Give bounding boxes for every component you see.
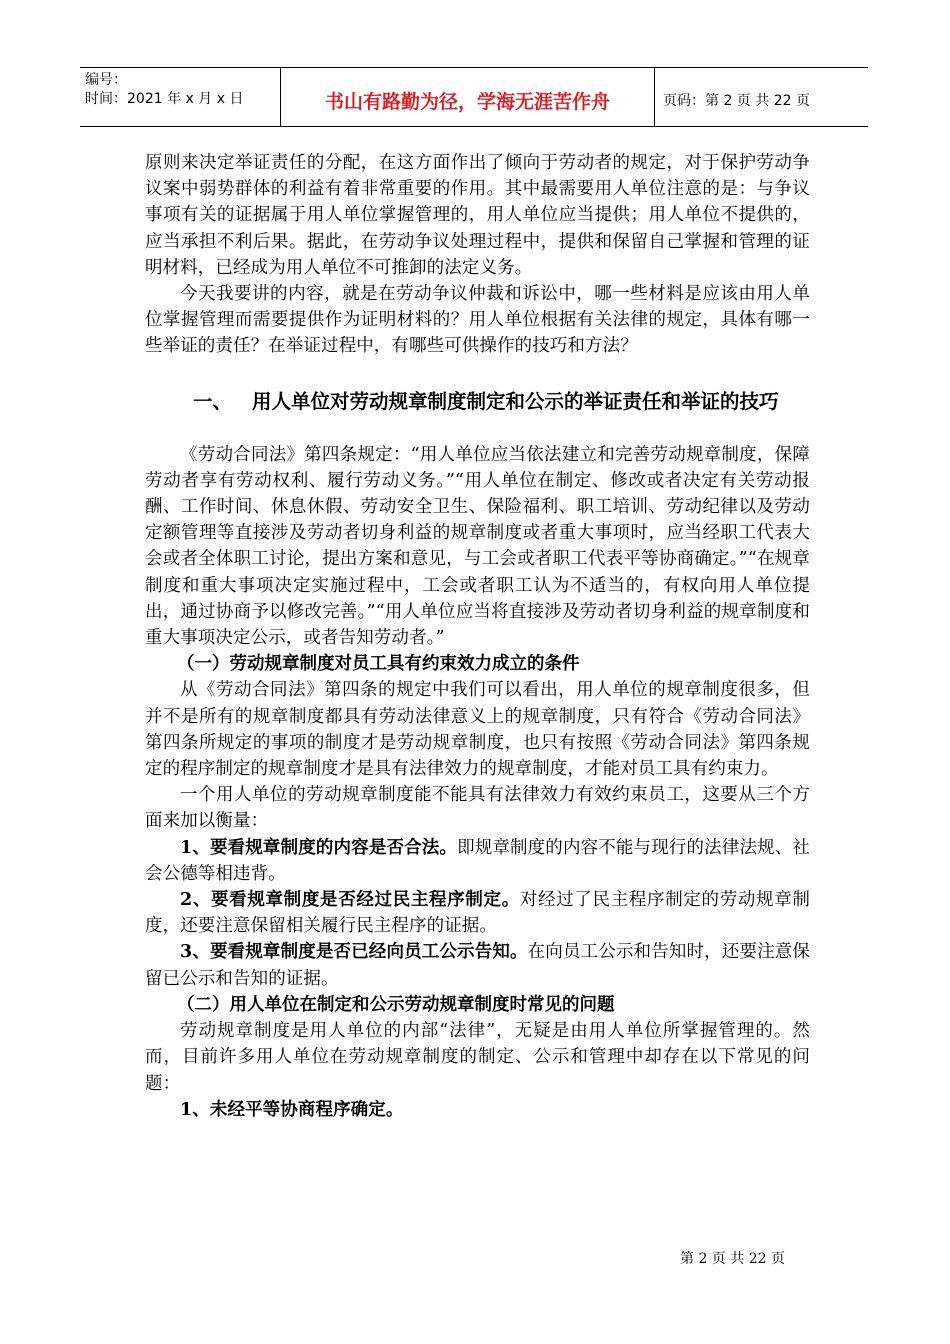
page-footer: 第 2 页 共 22 页	[680, 1251, 785, 1267]
list-item-1	[145, 835, 810, 887]
header-motto: 书山有路勤为径，学海无涯苦作舟	[281, 68, 655, 126]
list-item-3	[145, 939, 810, 991]
list-item-1-bold: 1、要看规章制度的内容是否合法。	[180, 837, 458, 858]
section-heading-1	[145, 388, 810, 415]
document-number-label: 编号：	[85, 72, 127, 88]
paragraph-1: 原则来决定举证责任的分配，在这方面作出了倾向于劳动者的规定，对于保护劳动争议案中弱势群体的利益有着非常重要的作用。其中最需要用人单位注意的是：与争议事项有关的证据属于用人单位掌握管理的，用人单位应当提供；用人单位不提供的，应当承担不利后果。据此，在劳动争议处理过程中，提供和保留自己掌握和管理的证明材料，已经成为用人单位不可推卸的法定义务。	[145, 153, 810, 278]
list-item-2	[145, 887, 810, 939]
document-body	[145, 150, 810, 1123]
list-item-2-text: 对经过了民主程序制定的劳动规章制度，还要注意保留相关履行民主程序的证据。	[145, 890, 810, 937]
section-heading-number: 一、	[193, 389, 233, 413]
document-date: 时间：2021 年 x 月 x 日	[85, 91, 244, 107]
subheading-2: （二）用人单位在制定和公示劳动规章制度时常见的问题	[177, 994, 615, 1015]
paragraph-4: 从《劳动合同法》第四条的规定中我们可以看出，用人单位的规章制度很多，但并不是所有的规章制度都具有劳动法律意义上的规章制度，只有符合《劳动合同法》第四条所规定的事项的制度才是劳动规章制度，也只有按照《劳动合同法》第四条规定的程序制定的规章制度才是具有法律效力的规章制度，才能对员工具有约束力。	[145, 680, 810, 780]
list-item-1-text: 即规章制度的内容不能与现行的法律法规、社会公德等相违背。	[145, 837, 810, 884]
section-heading-text: 用人单位对劳动规章制度制定和公示的举证责任和举证的技巧	[252, 389, 779, 413]
paragraph-5: 一个用人单位的劳动规章制度能不能具有法律效力有效约束员工，这要从三个方面来加以衡量：	[145, 785, 810, 832]
list-item-4: 1、未经平等协商程序确定。	[180, 1099, 404, 1120]
paragraph-6: 劳动规章制度是用人单位的内部“法律”，无疑是由用人单位所掌握管理的。然而，目前许多用人单位在劳动规章制度的制定、公示和管理中却存在以下常见的问题：	[145, 1021, 810, 1094]
header-meta	[80, 68, 281, 126]
list-item-2-bold: 2、要看规章制度是否经过民主程序制定。	[180, 890, 520, 911]
header-page-info: 页码：第 2 页 共 22 页	[663, 93, 810, 109]
subheading-1: （一）劳动规章制度对员工具有约束效力成立的条件	[177, 654, 580, 675]
paragraph-2: 今天我要讲的内容，就是在劳动争议仲裁和诉讼中，哪一些材料是应该由用人单位掌握管理而需要提供作为证明材料的？用人单位根据有关法律的规定，具体有哪一些举证的责任？在举证过程中，有哪些可供操作的技巧和方法？	[145, 284, 810, 357]
list-item-3-bold: 3、要看规章制度是否已经向员工公示告知。	[180, 942, 528, 963]
list-item-3-text: 在向员工公示和告知时，还要注意保留已公示和告知的证据。	[145, 942, 810, 989]
paragraph-3: 《劳动合同法》第四条规定：“用人单位应当依法建立和完善劳动规章制度，保障劳动者享有劳动权利、履行劳动义务。”“用人单位在制定、修改或者决定有关劳动报酬、工作时间、休息休假、劳动安全卫生、保险福利、职工培训、劳动纪律以及劳动定额管理等直接涉及劳动者切身利益的规章制度或者重大事项时，应当经职工代表大会或者全体职工讨论，提出方案和意见，与工会或者职工代表平等协商确定。”“在规章制度和重大事项决定实施过程中，工会或者职工认为不适当的，有权向用人单位提出，通过协商予以修改完善。”“用人单位应当将直接涉及劳动者切身利益的规章制度和重大事项决定公示，或者告知劳动者。”	[145, 444, 810, 649]
page-header	[80, 67, 868, 127]
